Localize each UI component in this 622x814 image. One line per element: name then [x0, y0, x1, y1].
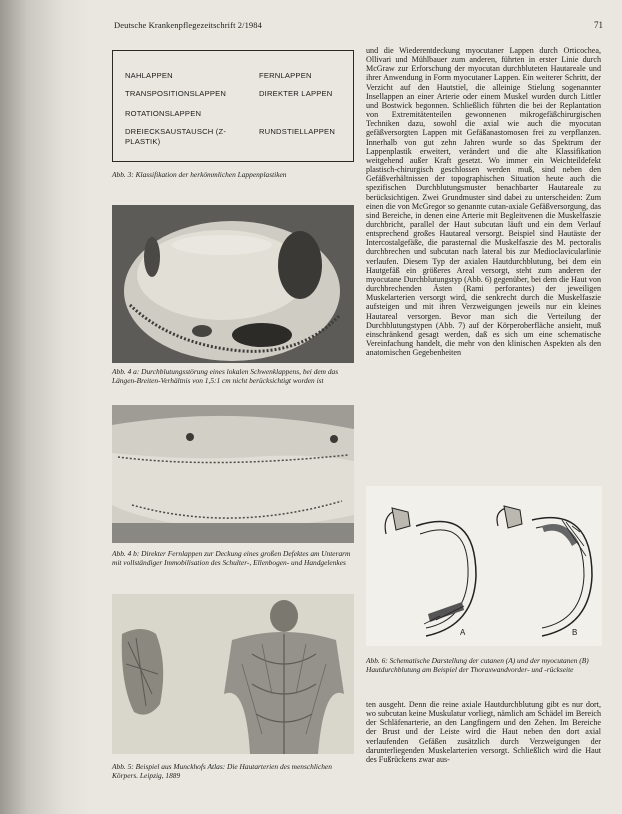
class-transpositionslappen: TRANSPOSITIONSLAPPEN	[125, 89, 227, 98]
running-head: Deutsche Krankenpflegezeitschrift 2/1984	[114, 20, 262, 30]
class-rundstiellappen: RUNDSTIELLAPPEN	[259, 127, 336, 136]
fig6-label-b: B	[572, 628, 578, 637]
fig6-schematic	[366, 486, 602, 654]
fig5-caption: Abb. 5: Beispiel aus Munckhofs Atlas: Die Hautarterien des menschlichen Körpers. Leipzig, 1889	[112, 762, 332, 780]
fig4b-caption: Abb. 4 b: Direkter Fernlappen zur Deckung eines großen Defektes am Unterarm mit vollständiger Immobilisation des Schulter-, Ellenbogen- und Handgelenkes	[112, 549, 351, 567]
body-text-right-top: und die Wiederentdeckung myocutaner Lappen durch Orticochea, Ollivari und Mühlbauer zum anderen, führten in erster Linie durch McGraw zur Erforschung der myocutan durchbluteten Hautareale und ihrer Anwendung in Form myocutaner Lappen. Ein weiterer Schritt, der Verzicht auf den Hautstiel, die alleinige Stielung sogenannter Insellappen an einer Arterie oder einem Muskel wurden durch Littler und Bostwick begonnen. Schließlich führten die bei der Replantation von Extremitätenteilen gewonnenen mikrogefäßchirurgischen Techniken dazu, sowohl die axial wie auch die myocutan gefäßversorgten Lappen mit Gefäßanastomosen frei zu verpflanzen. Innerhalb von gut zehn Jahren wurde so das Spektrum der Lappenplastik erweitert, verändert und die alte Klassifikation weitgehend außer Kraft gesetzt. Wo immer ein Weichteildefekt plastisch-chirurgisch geschlossen werden muß, sind neben den Gefäßverhältnissen der topographischen Situation heute auch die spezifischen Durchblutungsmuster benachbarter Hautareale zu berücksichtigen. Zwei Grundmuster sind dabei zu unterscheiden: Zum einen die von McGregor so genannte cutan-axiale Gefäßversorgung, das sind Bereiche, in denen eine Arterie mit Begleitvenen die Muskelfaszie durchbricht, parallel der Haut subcutan läuft und ein dem Verlauf entsprechend großes Hautareal versorgt. Beispiel sind Hautäste der Intercostalgefäße, die parasternal die Muskelfaszie des M. pectoralis durchbrechen und subcutan nach lateral bis zur Medioclavicularlinie verlaufen. Diesem Typ der axialen Hautdurchblutung, bei dem ein Hautgefäß ein größeres Areal versorgt, steht zum anderen der myocutane Durchblutungstyp (Abb. 6) gegenüber, bei dem die Haut von durchbrechenden Ästen (Rami perforantes) der jeweiligen Muskelarterien versorgt wird, die senkrecht durch die Muskelfaszie aufsteigen und mit ihren Verzweigungen jeweils nur ein kleines Hautareal versorgen. Bevor man sich die Verteilung der Durchblutungstypen (Abb. 7) auf der Körperoberfläche ansieht, muß einschränkend gesagt werden, daß es sich um eine schematische Vereinfachung handelt, die mehr von den klinischen Aspekten als den anatomischen Gegebenheiten	[366, 46, 601, 358]
page-number: 71	[594, 20, 603, 30]
body-text-right-bottom: ten ausgeht. Denn die reine axiale Hautdurchblutung gibt es nur dort, wo subcutan keine Muskulatur vorliegt, nämlich am Schädel im Bereich der Schläfenarterie, an den Langfingern und den Zehen. Im Bereiche der Brust und der Leiste wird die Haut neben den dort axial verlaufenden Gefäßen zusätzlich durch Verzweigungen der darunterliegenden Muskelarterien versorgt. Schließlich wird die Haut des Fußrückens zwar aus-	[366, 700, 601, 764]
class-rotationslappen: ROTATIONSLAPPEN	[125, 109, 202, 118]
class-direkter-lappen: DIREKTER LAPPEN	[259, 89, 333, 98]
class-dreiecksaustausch: DREIECKSAUSTAUSCH (Z-PLASTIK)	[125, 127, 227, 146]
fig6-caption: Abb. 6: Schematische Darstellung der cutanen (A) und der myocutanen (B) Hautdurchblutung am Beispiel der Thoraxwandvorder- und -rückseite	[366, 656, 589, 674]
classification-table	[112, 50, 354, 162]
class-nahlappen: NAHLAPPEN	[125, 71, 173, 80]
photo-distant-flap	[112, 405, 354, 543]
fig3-caption: Abb. 3: Klassifikation der herkömmlichen Lappenplastiken	[112, 170, 287, 179]
fig4a-caption: Abb. 4 a: Durchblutungsstörung eines lokalen Schwenklappens, bei dem das Längen-Breiten-Verhältnis von 1,5:1 cm nicht berücksichtigt worden ist	[112, 367, 339, 385]
fig6-label-a: A	[460, 628, 466, 637]
photo-flap-necrosis	[112, 205, 354, 363]
anatomy-illustration	[112, 594, 354, 754]
class-fernlappen: FERNLAPPEN	[259, 71, 312, 80]
